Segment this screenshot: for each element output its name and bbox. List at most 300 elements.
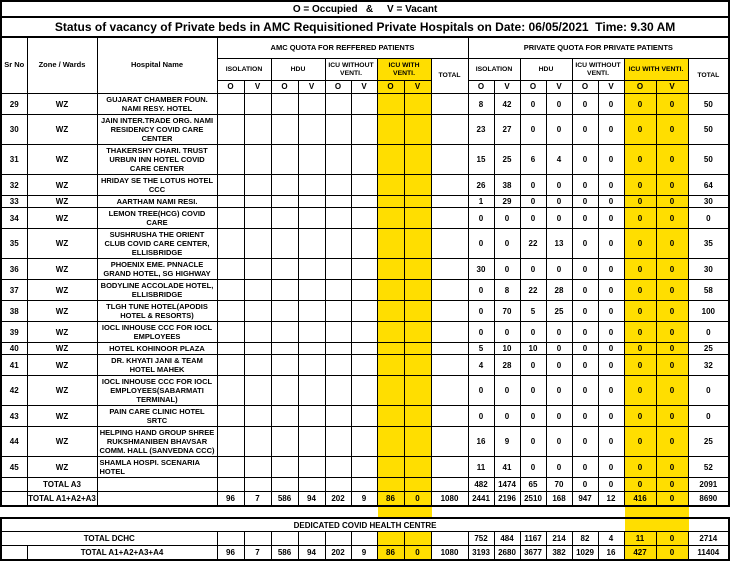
private-isolation-o-cell: 0	[468, 376, 494, 406]
amc-hdu-o-cell	[271, 457, 298, 478]
amc-icu-with-venti-v-cell	[404, 280, 431, 301]
amc-icu-with-venti-o-cell	[377, 301, 404, 322]
amc-hdu-o-cell	[271, 301, 298, 322]
amc-icu-with-venti-o-cell	[377, 532, 404, 546]
zone-cell: WZ	[27, 175, 97, 196]
private-icu-with-venti-o-cell: 0	[624, 229, 656, 259]
private-hdu-header: HDU	[520, 59, 572, 81]
private-icu-with-venti-o-cell: 0	[624, 259, 656, 280]
amc-isolation-o-cell	[217, 115, 244, 145]
amc-icu-with-venti-v-cell	[404, 196, 431, 208]
private-hdu-o-cell: 22	[520, 229, 546, 259]
amc-total-cell	[431, 196, 468, 208]
amc-isolation-o-cell	[217, 94, 244, 115]
private-isolation-v-cell: 38	[494, 175, 520, 196]
amc-hdu-v-cell	[298, 229, 325, 259]
private-hdu-v-cell: 0	[546, 376, 572, 406]
private-isolation-o-cell: 3193	[468, 546, 494, 561]
amc-total-cell	[431, 280, 468, 301]
amc-icu-without-venti-v-cell	[351, 355, 377, 376]
private-icu-without-venti-o-cell: 0	[572, 208, 598, 229]
amc-total-cell: 1080	[431, 492, 468, 507]
hospital-row	[1, 145, 729, 175]
private-isolation-o-cell: 26	[468, 175, 494, 196]
group-header-private-quota: PRIVATE QUOTA FOR PRIVATE PATIENTS	[468, 37, 729, 59]
amc-isolation-o-cell	[217, 322, 244, 343]
private-hdu-o-cell: 65	[520, 478, 546, 492]
private-isolation-o-cell: 1	[468, 196, 494, 208]
private-icu-with-venti-o-cell: 0	[624, 343, 656, 355]
occupied-header: O	[624, 81, 656, 94]
amc-isolation-v-cell	[244, 280, 271, 301]
zone-cell: WZ	[27, 376, 97, 406]
private-isolation-v-cell: 25	[494, 145, 520, 175]
private-isolation-v-cell: 484	[494, 532, 520, 546]
amc-total-cell	[431, 376, 468, 406]
private-isolation-o-cell: 752	[468, 532, 494, 546]
private-hdu-o-cell: 0	[520, 376, 546, 406]
amc-hdu-v-cell	[298, 478, 325, 492]
sr-no-cell: 36	[1, 259, 27, 280]
private-hdu-v-cell: 25	[546, 301, 572, 322]
private-icu-without-venti-v-cell: 4	[598, 532, 624, 546]
sr-no-cell: 41	[1, 355, 27, 376]
private-icu-without-venti-v-cell: 0	[598, 94, 624, 115]
amc-icu-without-venti-o-cell	[325, 532, 351, 546]
private-icu-with-venti-v-cell: 0	[656, 406, 688, 427]
private-total-cell: 0	[688, 322, 729, 343]
private-icu-with-venti-v-cell: 0	[656, 145, 688, 175]
amc-icu-with-venti-o-cell	[377, 229, 404, 259]
amc-icu-without-venti-v-cell	[351, 406, 377, 427]
private-hdu-o-cell: 0	[520, 196, 546, 208]
sr-no-cell: 43	[1, 406, 27, 427]
amc-icu-with-venti-o-cell	[377, 145, 404, 175]
private-hdu-v-cell: 0	[546, 208, 572, 229]
vacant-header: V	[546, 81, 572, 94]
amc-isolation-o-cell	[217, 229, 244, 259]
private-hdu-v-cell: 0	[546, 196, 572, 208]
amc-isolation-header: ISOLATION	[217, 59, 271, 81]
private-icu-without-venti-o-cell: 0	[572, 229, 598, 259]
amc-isolation-v-cell	[244, 406, 271, 427]
occupied-header: O	[217, 81, 244, 94]
amc-icu-with-venti-v-cell	[404, 115, 431, 145]
private-isolation-o-cell: 5	[468, 343, 494, 355]
private-total-cell: 0	[688, 376, 729, 406]
hospital-row	[1, 196, 729, 208]
amc-total-cell	[431, 301, 468, 322]
private-icu-with-venti-v-cell: 0	[656, 532, 688, 546]
amc-hdu-o-cell	[271, 145, 298, 175]
amc-hdu-o-cell	[271, 427, 298, 457]
vacant-header: V	[656, 81, 688, 94]
private-total-cell: 58	[688, 280, 729, 301]
amc-icu-without-venti-o-cell	[325, 376, 351, 406]
amc-icu-with-venti-o-cell	[377, 343, 404, 355]
private-total-cell: 30	[688, 259, 729, 280]
private-icu-with-venti-o-cell: 0	[624, 427, 656, 457]
amc-isolation-v-cell	[244, 532, 271, 546]
amc-icu-with-venti-o-cell	[377, 322, 404, 343]
private-isolation-o-cell: 0	[468, 229, 494, 259]
private-hdu-v-cell: 382	[546, 546, 572, 561]
amc-icu-without-venti-o-cell	[325, 478, 351, 492]
sr-no-cell: 45	[1, 457, 27, 478]
amc-icu-with-venti-o-cell: 86	[377, 492, 404, 507]
title-row	[1, 17, 729, 37]
private-isolation-v-cell: 0	[494, 322, 520, 343]
amc-icu-with-venti-o-cell	[377, 355, 404, 376]
sr-no-cell	[1, 546, 27, 561]
private-icu-with-venti-v-cell: 0	[656, 355, 688, 376]
private-isolation-v-cell: 0	[494, 406, 520, 427]
amc-total-cell	[431, 427, 468, 457]
private-icu-with-venti-v-cell: 0	[656, 492, 688, 507]
amc-hdu-o-cell	[271, 208, 298, 229]
vacant-header: V	[351, 81, 377, 94]
private-icu-without-venti-o-cell: 0	[572, 457, 598, 478]
private-isolation-o-cell: 11	[468, 457, 494, 478]
amc-icu-with-venti-o-cell	[377, 196, 404, 208]
private-icu-with-venti-o-cell: 0	[624, 322, 656, 343]
amc-icu-without-venti-v-cell	[351, 208, 377, 229]
amc-hdu-o-cell	[271, 343, 298, 355]
amc-icu-with-venti-o-cell	[377, 175, 404, 196]
amc-icu-without-venti-o-cell	[325, 175, 351, 196]
sr-no-cell: 37	[1, 280, 27, 301]
private-icu-without-venti-v-cell: 0	[598, 406, 624, 427]
amc-icu-with-venti-o-cell	[377, 406, 404, 427]
private-isolation-v-cell: 41	[494, 457, 520, 478]
amc-icu-without-venti-v-cell	[351, 259, 377, 280]
private-isolation-o-cell: 8	[468, 94, 494, 115]
hospital-name-cell: THAKERSHY CHARI. TRUST URBUN INN HOTEL COVID CARE CENTER	[97, 145, 217, 175]
zone-cell: WZ	[27, 343, 97, 355]
private-icu-with-venti-v-cell: 0	[656, 280, 688, 301]
private-hdu-o-cell: 0	[520, 406, 546, 427]
amc-icu-with-venti-v-cell	[404, 343, 431, 355]
sr-no-cell: 39	[1, 322, 27, 343]
occupied-header: O	[377, 81, 404, 94]
amc-hdu-v-cell	[298, 532, 325, 546]
private-total-cell: 50	[688, 115, 729, 145]
amc-icu-with-venti-o-cell: 86	[377, 546, 404, 561]
private-total-cell: 2714	[688, 532, 729, 546]
private-isolation-o-cell: 30	[468, 259, 494, 280]
hospital-name-cell: GUJARAT CHAMBER FOUN. NAMI RESY. HOTEL	[97, 94, 217, 115]
zone-cell: WZ	[27, 301, 97, 322]
private-icu-with-venti-o-cell: 0	[624, 376, 656, 406]
hospital-row	[1, 229, 729, 259]
private-icu-without-venti-header: ICU WITHOUT VENTI.	[572, 59, 624, 81]
amc-total-cell	[431, 259, 468, 280]
amc-isolation-o-cell	[217, 301, 244, 322]
hospital-row	[1, 322, 729, 343]
private-total-cell: 52	[688, 457, 729, 478]
dchc-section-title: DEDICATED COVID HEALTH CENTRE	[293, 520, 437, 530]
private-hdu-o-cell: 22	[520, 280, 546, 301]
occupied-header: O	[325, 81, 351, 94]
amc-isolation-o-cell	[217, 208, 244, 229]
private-isolation-v-cell: 0	[494, 208, 520, 229]
occupied-header: O	[572, 81, 598, 94]
private-icu-without-venti-o-cell: 0	[572, 301, 598, 322]
hospital-name-cell: HOTEL KOHINOOR PLAZA	[97, 343, 217, 355]
private-icu-without-venti-o-cell: 0	[572, 145, 598, 175]
amc-hdu-header: HDU	[271, 59, 325, 81]
private-isolation-v-cell: 2196	[494, 492, 520, 507]
amc-icu-with-venti-v-cell	[404, 457, 431, 478]
amc-icu-without-venti-v-cell	[351, 196, 377, 208]
dchc-header-row	[1, 518, 729, 532]
private-hdu-o-cell: 0	[520, 208, 546, 229]
zone-cell: WZ	[27, 406, 97, 427]
occupied-header: O	[271, 81, 298, 94]
amc-hdu-v-cell: 94	[298, 492, 325, 507]
hospital-name-cell: DR. KHYATI JANI & TEAM HOTEL MAHEK	[97, 355, 217, 376]
private-total-cell: 30	[688, 196, 729, 208]
dchc-table	[0, 517, 730, 561]
amc-icu-without-venti-o-cell	[325, 196, 351, 208]
private-icu-with-venti-o-cell: 0	[624, 457, 656, 478]
amc-icu-without-venti-o-cell	[325, 94, 351, 115]
amc-total-cell	[431, 532, 468, 546]
legend-text: O = Occupied & V = Vacant	[1, 1, 729, 17]
total-row-label: TOTAL A1+A2+A3	[27, 492, 97, 507]
private-icu-without-venti-o-cell: 1029	[572, 546, 598, 561]
amc-isolation-v-cell	[244, 208, 271, 229]
amc-icu-without-venti-o-cell	[325, 280, 351, 301]
amc-icu-with-venti-v-cell	[404, 427, 431, 457]
private-hdu-v-cell: 0	[546, 259, 572, 280]
private-hdu-v-cell: 0	[546, 94, 572, 115]
zone-cell: WZ	[27, 115, 97, 145]
private-hdu-o-cell: 6	[520, 145, 546, 175]
private-icu-without-venti-v-cell: 0	[598, 145, 624, 175]
private-icu-with-venti-v-cell: 0	[656, 115, 688, 145]
sr-no-cell: 40	[1, 343, 27, 355]
amc-icu-without-venti-o-cell	[325, 259, 351, 280]
amc-icu-with-venti-v-cell	[404, 94, 431, 115]
amc-hdu-o-cell	[271, 355, 298, 376]
private-icu-without-venti-o-cell: 0	[572, 175, 598, 196]
private-hdu-v-cell: 0	[546, 427, 572, 457]
hospital-row	[1, 301, 729, 322]
amc-isolation-o-cell	[217, 196, 244, 208]
private-icu-with-venti-o-cell: 0	[624, 478, 656, 492]
amc-icu-without-venti-v-cell	[351, 478, 377, 492]
private-isolation-o-cell: 0	[468, 301, 494, 322]
col-header-hospital-name: Hospital Name	[97, 37, 217, 94]
private-icu-with-venti-v-cell: 0	[656, 196, 688, 208]
private-hdu-v-cell: 13	[546, 229, 572, 259]
sr-no-cell: 32	[1, 175, 27, 196]
amc-hdu-v-cell	[298, 280, 325, 301]
amc-icu-with-venti-v-cell: 0	[404, 546, 431, 561]
amc-icu-with-venti-v-cell	[404, 208, 431, 229]
sr-no-cell: 38	[1, 301, 27, 322]
private-isolation-v-cell: 8	[494, 280, 520, 301]
private-hdu-o-cell: 3677	[520, 546, 546, 561]
hospital-row	[1, 94, 729, 115]
private-hdu-v-cell: 0	[546, 457, 572, 478]
amc-hdu-v-cell	[298, 457, 325, 478]
hospital-row	[1, 406, 729, 427]
amc-isolation-o-cell	[217, 376, 244, 406]
private-isolation-o-cell: 0	[468, 280, 494, 301]
private-icu-without-venti-o-cell: 0	[572, 343, 598, 355]
amc-isolation-v-cell	[244, 427, 271, 457]
col-header-zone-wards: Zone / Wards	[27, 37, 97, 94]
amc-isolation-o-cell	[217, 343, 244, 355]
amc-icu-without-venti-o-cell	[325, 457, 351, 478]
private-icu-with-venti-v-cell: 0	[656, 175, 688, 196]
private-isolation-o-cell: 16	[468, 427, 494, 457]
amc-icu-without-venti-v-cell: 9	[351, 546, 377, 561]
amc-total-cell: 1080	[431, 546, 468, 561]
private-icu-without-venti-o-cell: 947	[572, 492, 598, 507]
private-icu-without-venti-v-cell: 0	[598, 376, 624, 406]
private-icu-without-venti-v-cell: 16	[598, 546, 624, 561]
total-row-label: TOTAL DCHC	[1, 532, 217, 546]
private-total-cell: 64	[688, 175, 729, 196]
private-icu-without-venti-v-cell: 0	[598, 355, 624, 376]
private-hdu-o-cell: 0	[520, 94, 546, 115]
hospital-row	[1, 280, 729, 301]
amc-total-cell	[431, 94, 468, 115]
private-hdu-o-cell: 0	[520, 115, 546, 145]
amc-icu-without-venti-v-cell	[351, 343, 377, 355]
amc-total-cell	[431, 175, 468, 196]
amc-icu-without-venti-o-cell	[325, 343, 351, 355]
private-icu-with-venti-o-cell: 416	[624, 492, 656, 507]
amc-hdu-o-cell	[271, 478, 298, 492]
amc-isolation-v-cell	[244, 376, 271, 406]
amc-icu-without-venti-o-cell	[325, 145, 351, 175]
amc-icu-with-venti-o-cell	[377, 94, 404, 115]
private-icu-with-venti-o-cell: 0	[624, 280, 656, 301]
private-hdu-v-cell: 0	[546, 355, 572, 376]
private-icu-with-venti-o-cell: 0	[624, 406, 656, 427]
amc-icu-with-venti-v-cell	[404, 259, 431, 280]
amc-total-cell	[431, 355, 468, 376]
private-hdu-o-cell: 2510	[520, 492, 546, 507]
amc-icu-without-venti-o-cell	[325, 301, 351, 322]
private-total-cell: 32	[688, 355, 729, 376]
private-total-cell: 35	[688, 229, 729, 259]
amc-icu-with-venti-v-cell	[404, 229, 431, 259]
amc-icu-without-venti-v-cell: 9	[351, 492, 377, 507]
private-isolation-o-cell: 0	[468, 322, 494, 343]
amc-isolation-o-cell	[217, 406, 244, 427]
total-row	[1, 478, 729, 492]
private-icu-with-venti-v-cell: 0	[656, 94, 688, 115]
amc-icu-without-venti-v-cell	[351, 532, 377, 546]
sr-no-cell: 44	[1, 427, 27, 457]
private-icu-with-venti-v-cell: 0	[656, 343, 688, 355]
private-icu-with-venti-v-cell: 0	[656, 259, 688, 280]
private-icu-with-venti-v-cell: 0	[656, 427, 688, 457]
amc-isolation-v-cell: 7	[244, 492, 271, 507]
amc-hdu-o-cell	[271, 280, 298, 301]
hospital-row	[1, 343, 729, 355]
hospital-name-cell: PHOENIX EME. PNNACLE GRAND HOTEL, SG HIGHWAY	[97, 259, 217, 280]
private-icu-without-venti-o-cell: 0	[572, 355, 598, 376]
sr-no-cell	[1, 478, 27, 492]
amc-isolation-o-cell: 96	[217, 492, 244, 507]
hospital-name-cell: IOCL INHOUSE CCC FOR IOCL EMPLOYEES	[97, 322, 217, 343]
total-row-label: TOTAL A3	[27, 478, 97, 492]
amc-hdu-o-cell	[271, 322, 298, 343]
private-isolation-o-cell: 0	[468, 208, 494, 229]
hospital-name-cell: AARTHAM NAMI RESI.	[97, 196, 217, 208]
amc-icu-without-venti-o-cell	[325, 406, 351, 427]
amc-icu-with-venti-o-cell	[377, 280, 404, 301]
amc-hdu-v-cell	[298, 343, 325, 355]
amc-icu-with-venti-v-cell	[404, 532, 431, 546]
highlight-band-private-icu-with-venti	[625, 507, 689, 517]
hospital-name-cell: PAIN CARE CLINIC HOTEL SRTC	[97, 406, 217, 427]
amc-total-cell	[431, 229, 468, 259]
private-isolation-v-cell: 2680	[494, 546, 520, 561]
private-isolation-v-cell: 70	[494, 301, 520, 322]
private-icu-with-venti-o-cell: 0	[624, 301, 656, 322]
legend-row	[1, 1, 729, 17]
sr-no-cell: 30	[1, 115, 27, 145]
hospital-row	[1, 457, 729, 478]
private-isolation-o-cell: 2441	[468, 492, 494, 507]
private-hdu-o-cell: 1167	[520, 532, 546, 546]
private-total-cell: 50	[688, 94, 729, 115]
private-icu-with-venti-o-cell: 0	[624, 145, 656, 175]
private-icu-with-venti-o-cell: 0	[624, 175, 656, 196]
amc-isolation-v-cell	[244, 301, 271, 322]
amc-hdu-v-cell	[298, 427, 325, 457]
amc-total-cell	[431, 343, 468, 355]
private-isolation-v-cell: 42	[494, 94, 520, 115]
amc-hdu-v-cell	[298, 355, 325, 376]
private-icu-without-venti-o-cell: 0	[572, 196, 598, 208]
private-icu-with-venti-header: ICU WITH VENTI.	[624, 59, 688, 81]
amc-icu-with-venti-v-cell	[404, 478, 431, 492]
amc-isolation-o-cell	[217, 478, 244, 492]
private-icu-without-venti-v-cell: 0	[598, 115, 624, 145]
private-icu-with-venti-v-cell: 0	[656, 546, 688, 561]
private-hdu-v-cell: 0	[546, 115, 572, 145]
private-isolation-v-cell: 0	[494, 376, 520, 406]
private-hdu-o-cell: 10	[520, 343, 546, 355]
private-total-cell: 0	[688, 208, 729, 229]
amc-hdu-v-cell	[298, 196, 325, 208]
amc-icu-without-venti-o-cell	[325, 229, 351, 259]
occupied-header: O	[468, 81, 494, 94]
private-icu-without-venti-v-cell: 0	[598, 175, 624, 196]
private-hdu-v-cell: 70	[546, 478, 572, 492]
hospital-row	[1, 376, 729, 406]
amc-icu-without-venti-o-cell	[325, 322, 351, 343]
zone-cell: WZ	[27, 457, 97, 478]
amc-total-cell	[431, 208, 468, 229]
private-isolation-v-cell: 10	[494, 343, 520, 355]
amc-icu-with-venti-o-cell	[377, 259, 404, 280]
private-total-cell: 50	[688, 145, 729, 175]
amc-icu-without-venti-v-cell	[351, 280, 377, 301]
amc-hdu-v-cell	[298, 301, 325, 322]
amc-hdu-v-cell: 94	[298, 546, 325, 561]
amc-isolation-v-cell	[244, 196, 271, 208]
amc-isolation-o-cell: 96	[217, 546, 244, 561]
